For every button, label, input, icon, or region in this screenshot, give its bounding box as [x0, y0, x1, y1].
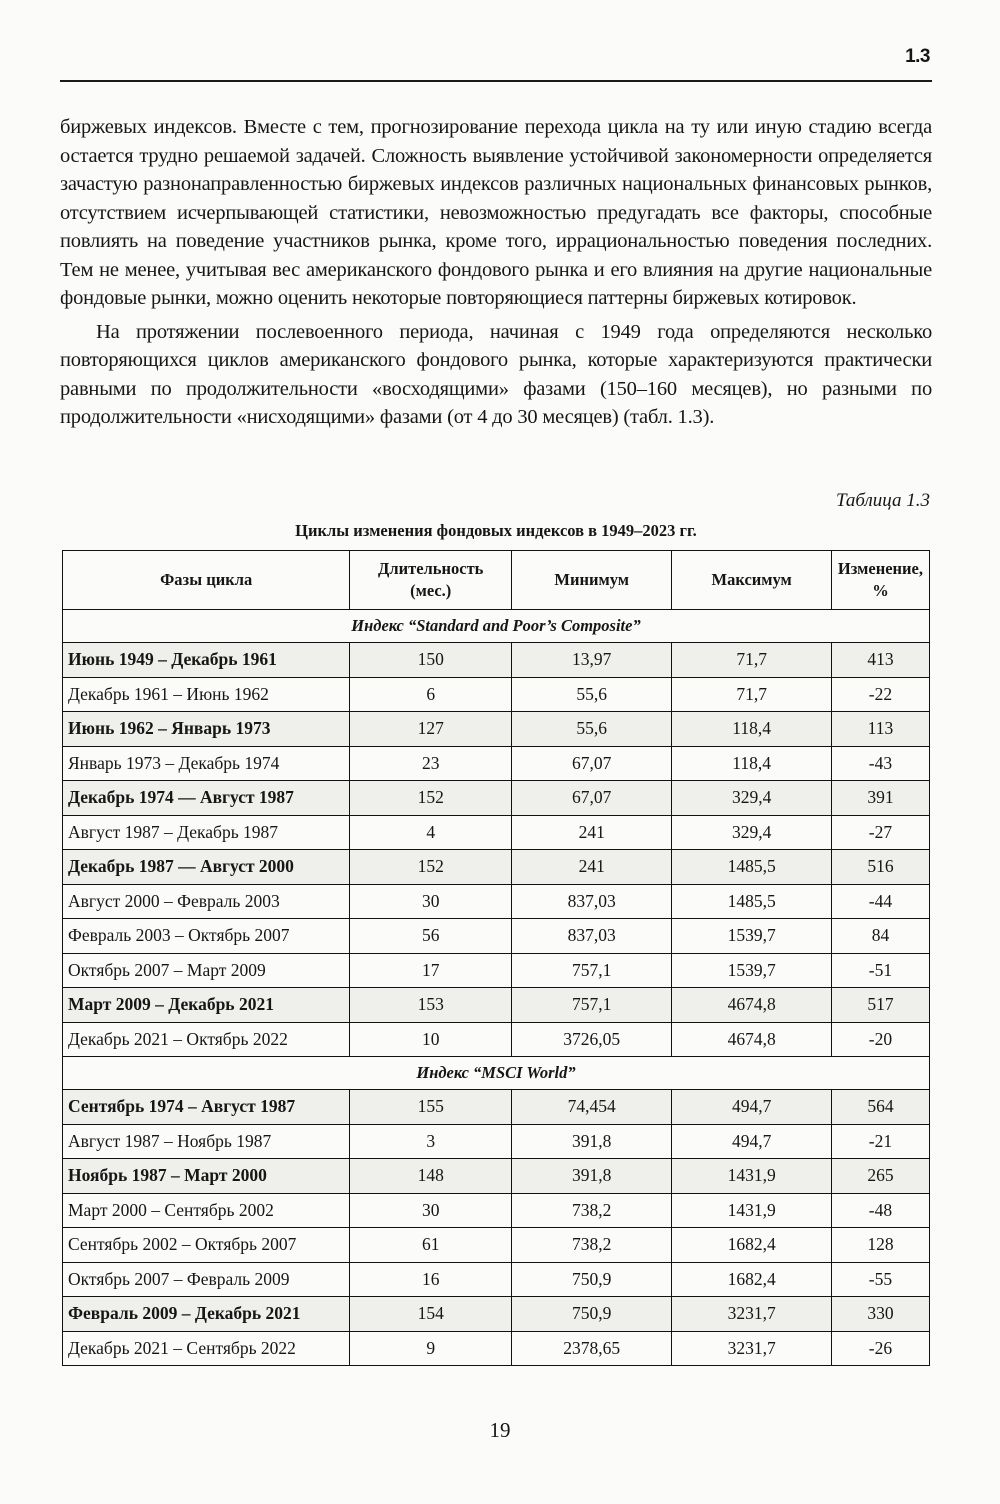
phase-cell: Декабрь 2021 – Октябрь 2022 [63, 1022, 350, 1057]
table-row [63, 712, 930, 747]
maximum-cell: 118,4 [672, 746, 831, 781]
maximum-cell: 118,4 [672, 712, 831, 747]
table-row [63, 1297, 930, 1332]
duration-cell: 16 [350, 1262, 512, 1297]
change-cell: 330 [831, 1297, 929, 1332]
header-rule [60, 80, 932, 82]
table-row [63, 1331, 930, 1366]
phase-cell: Март 2000 – Сентябрь 2002 [63, 1193, 350, 1228]
table-row [63, 850, 930, 885]
phase-cell: Июнь 1962 – Январь 1973 [63, 712, 350, 747]
change-cell: 128 [831, 1228, 929, 1263]
table-row [63, 953, 930, 988]
paragraph: На протяжении послевоенного периода, начиная с 1949 года определяются несколько повторяющихся циклов американского фондового рынка, которые характеризуются практически равными по продолжительности «восходящими» фазами (150–160 месяцев), но разными по продолжительности «нисходящими» фазами (от 4 до 30 месяцев) (табл. 1.3). [60, 320, 932, 428]
phase-cell: Ноябрь 1987 – Март 2000 [63, 1159, 350, 1194]
table-row [63, 988, 930, 1023]
minimum-cell: 3726,05 [512, 1022, 672, 1057]
minimum-cell: 757,1 [512, 953, 672, 988]
header-change: Изменение, % [831, 551, 929, 610]
minimum-cell: 241 [512, 815, 672, 850]
maximum-cell: 3231,7 [672, 1331, 831, 1366]
maximum-cell: 3231,7 [672, 1297, 831, 1332]
duration-cell: 153 [350, 988, 512, 1023]
table-row [63, 781, 930, 816]
phase-cell: Сентябрь 1974 – Август 1987 [63, 1090, 350, 1125]
table-row [63, 815, 930, 850]
maximum-cell: 329,4 [672, 815, 831, 850]
page-number: 19 [489, 1418, 511, 1442]
section-title: Индекс “Standard and Poor’s Composite” [63, 610, 930, 643]
phase-cell: Декабрь 1987 — Август 2000 [63, 850, 350, 885]
duration-cell: 30 [350, 1193, 512, 1228]
duration-cell: 17 [350, 953, 512, 988]
maximum-cell: 4674,8 [672, 1022, 831, 1057]
body-text [60, 113, 932, 432]
maximum-cell: 1539,7 [672, 919, 831, 954]
table-row [63, 677, 930, 712]
table-row [63, 1262, 930, 1297]
phase-cell: Август 1987 – Декабрь 1987 [63, 815, 350, 850]
change-cell: -22 [831, 677, 929, 712]
table-body [63, 610, 930, 1366]
cycles-table [62, 550, 930, 1366]
maximum-cell: 1682,4 [672, 1228, 831, 1263]
phase-cell: Февраль 2009 – Декабрь 2021 [63, 1297, 350, 1332]
maximum-cell: 1431,9 [672, 1193, 831, 1228]
running-head-section-number: 1.3 [905, 46, 930, 67]
minimum-cell: 391,8 [512, 1159, 672, 1194]
duration-cell: 127 [350, 712, 512, 747]
duration-cell: 56 [350, 919, 512, 954]
maximum-cell: 1485,5 [672, 884, 831, 919]
duration-cell: 61 [350, 1228, 512, 1263]
minimum-cell: 750,9 [512, 1297, 672, 1332]
maximum-cell: 1539,7 [672, 953, 831, 988]
minimum-cell: 55,6 [512, 677, 672, 712]
minimum-cell: 74,454 [512, 1090, 672, 1125]
change-cell: 564 [831, 1090, 929, 1125]
change-cell: -43 [831, 746, 929, 781]
phase-cell: Март 2009 – Декабрь 2021 [63, 988, 350, 1023]
duration-cell: 148 [350, 1159, 512, 1194]
header-minimum: Минимум [512, 551, 672, 610]
maximum-cell: 71,7 [672, 677, 831, 712]
section-header-row [63, 1057, 930, 1090]
header-duration: Длительность (мес.) [350, 551, 512, 610]
table-row [63, 919, 930, 954]
phase-cell: Август 1987 – Ноябрь 1987 [63, 1124, 350, 1159]
maximum-cell: 1485,5 [672, 850, 831, 885]
table-row [63, 1090, 930, 1125]
minimum-cell: 67,07 [512, 746, 672, 781]
minimum-cell: 391,8 [512, 1124, 672, 1159]
maximum-cell: 494,7 [672, 1090, 831, 1125]
section-title: Индекс “MSCI World” [63, 1057, 930, 1090]
phase-cell: Октябрь 2007 – Февраль 2009 [63, 1262, 350, 1297]
minimum-cell: 13,97 [512, 643, 672, 678]
duration-cell: 23 [350, 746, 512, 781]
duration-cell: 155 [350, 1090, 512, 1125]
phase-cell: Февраль 2003 – Октябрь 2007 [63, 919, 350, 954]
table-row [63, 746, 930, 781]
change-cell: 517 [831, 988, 929, 1023]
maximum-cell: 71,7 [672, 643, 831, 678]
table-title: Циклы изменения фондовых индексов в 1949–2023 гг. [295, 521, 697, 540]
minimum-cell: 750,9 [512, 1262, 672, 1297]
table-row [63, 643, 930, 678]
table-row [63, 1124, 930, 1159]
table-row [63, 1193, 930, 1228]
minimum-cell: 55,6 [512, 712, 672, 747]
change-cell: -48 [831, 1193, 929, 1228]
maximum-cell: 1682,4 [672, 1262, 831, 1297]
minimum-cell: 757,1 [512, 988, 672, 1023]
minimum-cell: 738,2 [512, 1228, 672, 1263]
duration-cell: 9 [350, 1331, 512, 1366]
duration-cell: 4 [350, 815, 512, 850]
minimum-cell: 837,03 [512, 884, 672, 919]
minimum-cell: 241 [512, 850, 672, 885]
duration-cell: 30 [350, 884, 512, 919]
table-header-row [63, 551, 930, 610]
maximum-cell: 1431,9 [672, 1159, 831, 1194]
phase-cell: Декабрь 1974 — Август 1987 [63, 781, 350, 816]
change-cell: 391 [831, 781, 929, 816]
section-header-row [63, 610, 930, 643]
maximum-cell: 4674,8 [672, 988, 831, 1023]
duration-cell: 10 [350, 1022, 512, 1057]
table-row [63, 1022, 930, 1057]
minimum-cell: 738,2 [512, 1193, 672, 1228]
phase-cell: Август 2000 – Февраль 2003 [63, 884, 350, 919]
change-cell: 413 [831, 643, 929, 678]
change-cell: 84 [831, 919, 929, 954]
change-cell: -26 [831, 1331, 929, 1366]
minimum-cell: 2378,65 [512, 1331, 672, 1366]
maximum-cell: 329,4 [672, 781, 831, 816]
change-cell: -21 [831, 1124, 929, 1159]
change-cell: -44 [831, 884, 929, 919]
table-row [63, 1159, 930, 1194]
phase-cell: Сентябрь 2002 – Октябрь 2007 [63, 1228, 350, 1263]
phase-cell: Июнь 1949 – Декабрь 1961 [63, 643, 350, 678]
change-cell: 113 [831, 712, 929, 747]
header-phase: Фазы цикла [63, 551, 350, 610]
duration-cell: 152 [350, 781, 512, 816]
change-cell: 265 [831, 1159, 929, 1194]
duration-cell: 154 [350, 1297, 512, 1332]
paragraph: биржевых индексов. Вместе с тем, прогнозирование перехода цикла на ту или иную стадию всегда остается трудно решаемой задачей. Сложность выявление устойчивой закономерности определяется зачастую разнонаправленностью биржевых индексов различных национальных финансовых рынков, отсутствием исчерпывающей статистики, невозможностью предугадать все факторы, способные повлиять на поведение участников рынка, кроме того, иррациональностью поведения последних. Тем не менее, учитывая вес американского фондового рынка и его влияния на другие национальные фондовые рынки, можно оценить некоторые повторяющиеся паттерны биржевых котировок. [60, 116, 932, 309]
minimum-cell: 837,03 [512, 919, 672, 954]
duration-cell: 150 [350, 643, 512, 678]
phase-cell: Октябрь 2007 – Март 2009 [63, 953, 350, 988]
minimum-cell: 67,07 [512, 781, 672, 816]
phase-cell: Декабрь 1961 – Июнь 1962 [63, 677, 350, 712]
phase-cell: Декабрь 2021 – Сентябрь 2022 [63, 1331, 350, 1366]
change-cell: -27 [831, 815, 929, 850]
change-cell: -55 [831, 1262, 929, 1297]
table-label: Таблица 1.3 [836, 490, 930, 511]
change-cell: 516 [831, 850, 929, 885]
table-row [63, 1228, 930, 1263]
maximum-cell: 494,7 [672, 1124, 831, 1159]
change-cell: -20 [831, 1022, 929, 1057]
duration-cell: 6 [350, 677, 512, 712]
duration-cell: 152 [350, 850, 512, 885]
phase-cell: Январь 1973 – Декабрь 1974 [63, 746, 350, 781]
header-maximum: Максимум [672, 551, 831, 610]
table-row [63, 884, 930, 919]
duration-cell: 3 [350, 1124, 512, 1159]
change-cell: -51 [831, 953, 929, 988]
